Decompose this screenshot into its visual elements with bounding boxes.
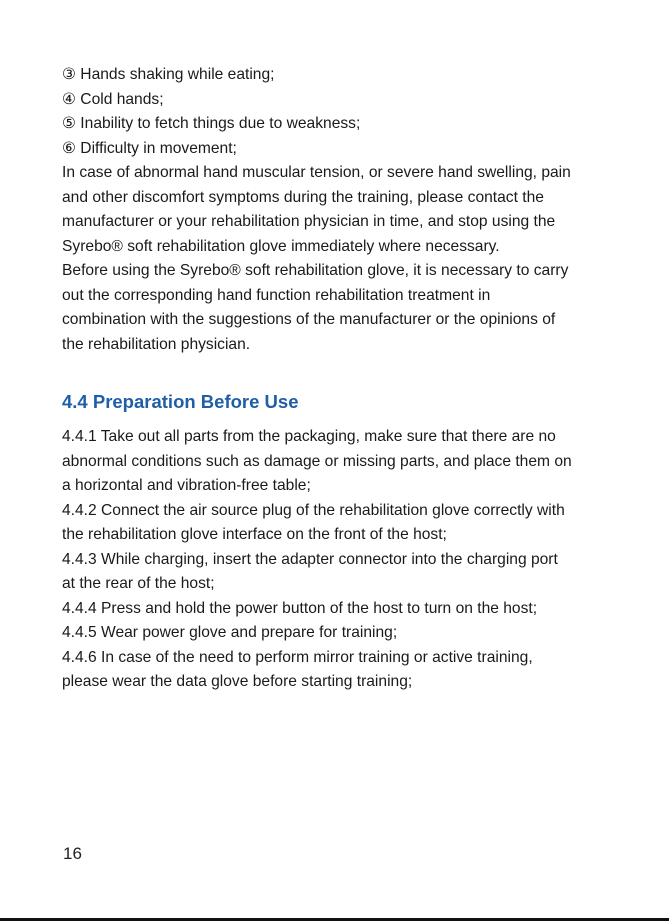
symptom-list <box>62 63 607 161</box>
paragraph-line: the rehabilitation physician. <box>62 335 251 353</box>
step-line: 4.4.5 Wear power glove and prepare for training; <box>62 624 398 641</box>
paragraph-line: Before using the Syrebo® soft rehabilitation glove, it is necessary to carry <box>62 262 569 279</box>
list-item: ④ Cold hands; <box>62 90 164 108</box>
step-line: the rehabilitation glove interface on the front of the host; <box>62 526 447 543</box>
page-number: 16 <box>63 844 82 863</box>
section-heading: 4.4 Preparation Before Use <box>62 391 299 412</box>
page-content <box>62 63 607 695</box>
paragraph-line: and other discomfort symptoms during the training, please contact the <box>62 188 544 206</box>
list-item: ③ Hands shaking while eating; <box>62 66 275 83</box>
step-line: 4.4.3 While charging, insert the adapter connector into the charging port <box>62 550 558 568</box>
paragraph-line: Syrebo® soft rehabilitation glove immediately where necessary. <box>62 237 500 255</box>
paragraph-line: out the corresponding hand function rehabilitation treatment in <box>62 286 491 304</box>
step-line: 4.4.1 Take out all parts from the packaging, make sure that there are no <box>62 428 556 445</box>
warning-paragraph <box>62 161 607 259</box>
paragraph-line: manufacturer or your rehabilitation physician in time, and stop using the <box>62 213 556 230</box>
step-line: abnormal conditions such as damage or missing parts, and place them on <box>62 452 572 470</box>
step-line: 4.4.6 In case of the need to perform mirror training or active training, <box>62 648 533 666</box>
step-line: please wear the data glove before starting training; <box>62 673 413 690</box>
pre-use-paragraph <box>62 259 607 357</box>
paragraph-line: combination with the suggestions of the manufacturer or the opinions of <box>62 311 556 328</box>
step-line: 4.4.2 Connect the air source plug of the rehabilitation glove correctly with <box>62 501 565 519</box>
list-item: ⑤ Inability to fetch things due to weakness; <box>62 115 361 132</box>
paragraph-line: In case of abnormal hand muscular tension, or severe hand swelling, pain <box>62 164 571 181</box>
step-line: at the rear of the host; <box>62 575 215 592</box>
preparation-steps <box>62 425 607 695</box>
step-line: a horizontal and vibration-free table; <box>62 477 311 494</box>
list-item: ⑥ Difficulty in movement; <box>62 139 237 157</box>
step-line: 4.4.4 Press and hold the power button of the host to turn on the host; <box>62 599 538 617</box>
